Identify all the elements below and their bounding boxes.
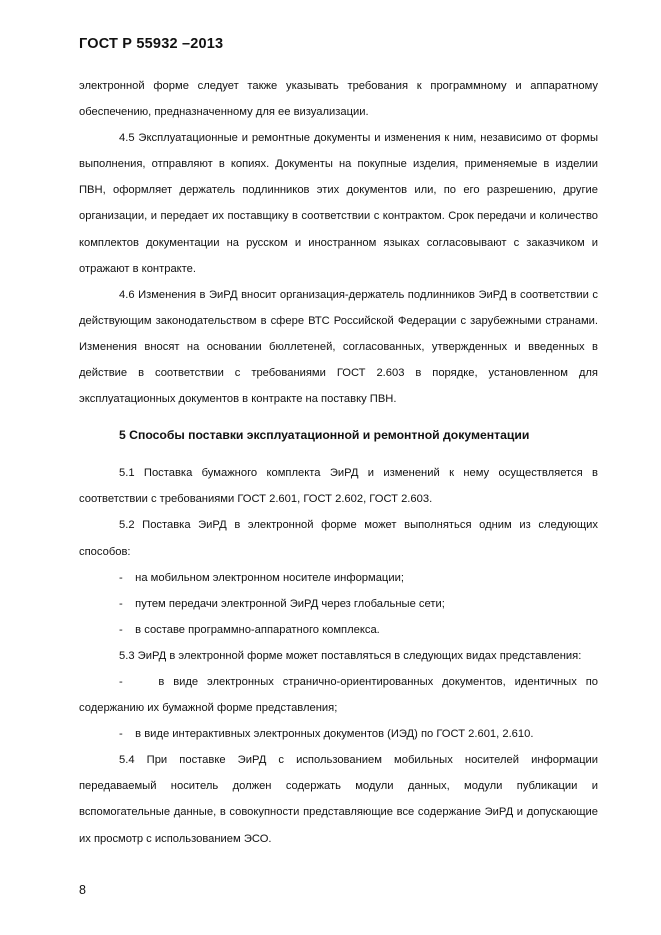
paragraph-5-4: 5.4 При поставке ЭиРД с использованием мобильных носителей информации передаваемый носитель должен содержать модули данных, модули публикации и вспомогательные данные, в совокупности представляющие все содержание ЭиРД и допускающие их просмотр с использованием ЭСО. [79, 754, 598, 845]
section-title: 5 Способы поставки эксплуатационной и ремонтной документации [119, 428, 530, 443]
paragraph-5-1: 5.1 Поставка бумажного комплекта ЭиРД и изменений к нему осуществляется в соответствии с требованиями ГОСТ 2.601, ГОСТ 2.602, ГОСТ 2.603. [79, 467, 598, 506]
page-number: 8 [79, 883, 86, 897]
list-item: - в составе программно-аппаратного комплекса. [79, 617, 598, 643]
list-item: - в виде интерактивных электронных документов (ИЭД) по ГОСТ 2.601, 2.610. [79, 721, 598, 747]
paragraph-continuation: электронной форме следует также указывать требования к программному и аппаратному обеспечению, предназначенному для ее визуализации. [79, 80, 598, 119]
paragraph-4-5: 4.5 Эксплуатационные и ремонтные документы и изменения к ним, независимо от формы выполнения, отправляют в копиях. Документы на покупные изделия, применяемые в изделии ПВН, оформляет держатель подлинников этих документов или, по его разрешению, другие организации, и передает их поставщику в соответствии с контрактом. Срок передачи и количество комплектов документации на русском и иностранном языках согласовывают с заказчиком и отражают в контракте. [79, 132, 598, 275]
paragraph-4-6: 4.6 Изменения в ЭиРД вносит организация-держатель подлинников ЭиРД в соответствии с действующим законодательством в сфере ВТС Российской Федерации с зарубежными странами. Изменения вносят на основании бюллетеней, согласованных, утвержденных и введенных в действие в соответствии с требованиями ГОСТ 2.603 в порядке, установленном для эксплуатационных документов в контракте на поставку ПВН. [79, 288, 598, 406]
paragraph-5-2: 5.2 Поставка ЭиРД в электронной форме может выполняться одним из следующих способов: [79, 519, 598, 558]
document-body [79, 73, 598, 852]
list-item: - путем передачи электронной ЭиРД через глобальные сети; [79, 591, 598, 617]
document-header: ГОСТ Р 55932 –2013 [79, 36, 224, 52]
list-item: - на мобильном электронном носителе информации; [79, 565, 598, 591]
list-item: - в виде электронных странично-ориентированных документов, идентичных по содержанию их бумажной форме представления; [79, 669, 598, 721]
paragraph-5-3: 5.3 ЭиРД в электронной форме может поставляться в следующих видах представления: [119, 649, 582, 662]
